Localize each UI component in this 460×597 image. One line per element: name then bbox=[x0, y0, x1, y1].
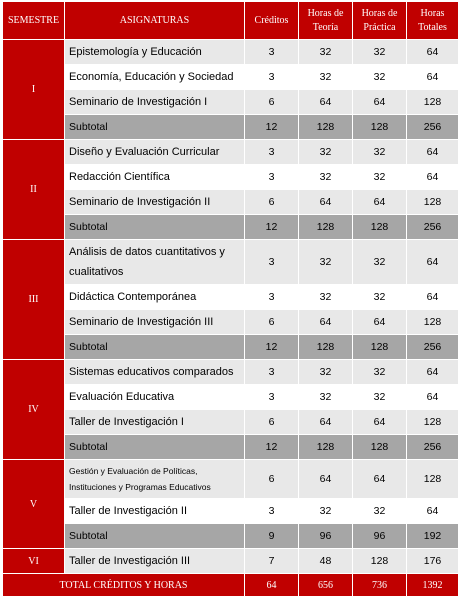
cell-practica: 32 bbox=[353, 499, 407, 524]
cell-practica: 64 bbox=[353, 190, 407, 215]
cell-teoria: 64 bbox=[299, 90, 353, 115]
table-row bbox=[3, 310, 459, 335]
subtotal-creditos: 12 bbox=[245, 435, 299, 460]
header-row bbox=[3, 2, 459, 40]
cell-totales: 128 bbox=[407, 460, 459, 499]
subject-name: Taller de Investigación III bbox=[65, 549, 245, 574]
subtotal-teoria: 128 bbox=[299, 115, 353, 140]
cell-teoria: 64 bbox=[299, 410, 353, 435]
cell-teoria: 32 bbox=[299, 40, 353, 65]
cell-practica: 64 bbox=[353, 90, 407, 115]
cell-teoria: 64 bbox=[299, 190, 353, 215]
cell-practica: 32 bbox=[353, 165, 407, 190]
subtotal-label: Subtotal bbox=[65, 215, 245, 240]
table-row bbox=[3, 190, 459, 215]
header-asignaturas: ASIGNATURAS bbox=[65, 2, 245, 40]
cell-creditos: 3 bbox=[245, 285, 299, 310]
total-teoria: 656 bbox=[299, 574, 353, 597]
subtotal-practica: 96 bbox=[353, 524, 407, 549]
cell-creditos: 6 bbox=[245, 310, 299, 335]
subject-name: Seminario de Investigación II bbox=[65, 190, 245, 215]
subtotal-totales: 256 bbox=[407, 215, 459, 240]
cell-totales: 64 bbox=[407, 65, 459, 90]
cell-totales: 128 bbox=[407, 90, 459, 115]
table-row bbox=[3, 410, 459, 435]
cell-totales: 64 bbox=[407, 40, 459, 65]
cell-creditos: 6 bbox=[245, 190, 299, 215]
cell-practica: 32 bbox=[353, 140, 407, 165]
cell-practica: 64 bbox=[353, 310, 407, 335]
cell-totales: 64 bbox=[407, 140, 459, 165]
subtotal-practica: 128 bbox=[353, 435, 407, 460]
cell-totales: 128 bbox=[407, 190, 459, 215]
subject-name: Epistemología y Educación bbox=[65, 40, 245, 65]
cell-teoria: 32 bbox=[299, 499, 353, 524]
cell-totales: 64 bbox=[407, 385, 459, 410]
cell-teoria: 32 bbox=[299, 240, 353, 285]
table-row bbox=[3, 360, 459, 385]
subtotal-teoria: 128 bbox=[299, 435, 353, 460]
cell-totales: 64 bbox=[407, 285, 459, 310]
cell-creditos: 3 bbox=[245, 140, 299, 165]
cell-creditos: 7 bbox=[245, 549, 299, 574]
subtotal-creditos: 12 bbox=[245, 335, 299, 360]
table-row bbox=[3, 240, 459, 285]
cell-teoria: 32 bbox=[299, 165, 353, 190]
cell-totales: 128 bbox=[407, 410, 459, 435]
subtotal-label: Subtotal bbox=[65, 524, 245, 549]
cell-practica: 32 bbox=[353, 40, 407, 65]
cell-teoria: 48 bbox=[299, 549, 353, 574]
cell-creditos: 6 bbox=[245, 90, 299, 115]
subtotal-totales: 256 bbox=[407, 115, 459, 140]
subject-name: Evaluación Educativa bbox=[65, 385, 245, 410]
total-practica: 736 bbox=[353, 574, 407, 597]
cell-creditos: 3 bbox=[245, 240, 299, 285]
total-row bbox=[3, 574, 459, 597]
subject-name: Seminario de Investigación I bbox=[65, 90, 245, 115]
cell-creditos: 3 bbox=[245, 165, 299, 190]
subject-name: Sistemas educativos comparados bbox=[65, 360, 245, 385]
cell-creditos: 6 bbox=[245, 410, 299, 435]
cell-creditos: 6 bbox=[245, 460, 299, 499]
header-semestre: SEMESTRE bbox=[3, 2, 65, 40]
cell-creditos: 3 bbox=[245, 360, 299, 385]
total-totales: 1392 bbox=[407, 574, 459, 597]
subtotal-label: Subtotal bbox=[65, 435, 245, 460]
cell-totales: 176 bbox=[407, 549, 459, 574]
table-row bbox=[3, 140, 459, 165]
subject-name: Taller de Investigación II bbox=[65, 499, 245, 524]
table-row bbox=[3, 40, 459, 65]
subject-name: Análisis de datos cuantitativos y cualitativos bbox=[65, 240, 245, 285]
header-horas-teoria: Horas de Teoría bbox=[299, 2, 353, 40]
table-body bbox=[3, 40, 459, 597]
cell-practica: 32 bbox=[353, 285, 407, 310]
cell-totales: 128 bbox=[407, 310, 459, 335]
cell-totales: 64 bbox=[407, 360, 459, 385]
subtotal-practica: 128 bbox=[353, 215, 407, 240]
header-horas-practica: Horas de Práctica bbox=[353, 2, 407, 40]
subtotal-label: Subtotal bbox=[65, 115, 245, 140]
cell-creditos: 3 bbox=[245, 385, 299, 410]
table-row bbox=[3, 549, 459, 574]
subtotal-row bbox=[3, 335, 459, 360]
semester-label: II bbox=[3, 140, 65, 240]
cell-practica: 128 bbox=[353, 549, 407, 574]
table-row bbox=[3, 285, 459, 310]
cell-creditos: 3 bbox=[245, 65, 299, 90]
table-row bbox=[3, 90, 459, 115]
cell-creditos: 3 bbox=[245, 499, 299, 524]
cell-practica: 32 bbox=[353, 360, 407, 385]
cell-totales: 64 bbox=[407, 240, 459, 285]
subtotal-row bbox=[3, 435, 459, 460]
subtotal-row bbox=[3, 524, 459, 549]
cell-creditos: 3 bbox=[245, 40, 299, 65]
cell-teoria: 32 bbox=[299, 65, 353, 90]
subtotal-teoria: 96 bbox=[299, 524, 353, 549]
subtotal-practica: 128 bbox=[353, 335, 407, 360]
total-creditos: 64 bbox=[245, 574, 299, 597]
subject-name: Seminario de Investigación III bbox=[65, 310, 245, 335]
cell-practica: 64 bbox=[353, 460, 407, 499]
semester-label: IV bbox=[3, 360, 65, 460]
subtotal-label: Subtotal bbox=[65, 335, 245, 360]
cell-practica: 32 bbox=[353, 65, 407, 90]
table-row bbox=[3, 165, 459, 190]
header-creditos: Créditos bbox=[245, 2, 299, 40]
table-row bbox=[3, 499, 459, 524]
subject-name: Diseño y Evaluación Curricular bbox=[65, 140, 245, 165]
subject-name: Redacción Científica bbox=[65, 165, 245, 190]
table-row bbox=[3, 65, 459, 90]
table-row bbox=[3, 385, 459, 410]
subtotal-practica: 128 bbox=[353, 115, 407, 140]
cell-teoria: 64 bbox=[299, 310, 353, 335]
subtotal-totales: 192 bbox=[407, 524, 459, 549]
table-row bbox=[3, 460, 459, 499]
subtotal-creditos: 12 bbox=[245, 115, 299, 140]
total-label: TOTAL CRÉDITOS Y HORAS bbox=[3, 574, 245, 597]
semester-label: III bbox=[3, 240, 65, 360]
curriculum-table bbox=[2, 1, 459, 597]
semester-label: I bbox=[3, 40, 65, 140]
semester-label: V bbox=[3, 460, 65, 549]
subtotal-teoria: 128 bbox=[299, 335, 353, 360]
cell-practica: 32 bbox=[353, 385, 407, 410]
subject-name: Didáctica Contemporánea bbox=[65, 285, 245, 310]
cell-practica: 64 bbox=[353, 410, 407, 435]
subject-name: Economía, Educación y Sociedad bbox=[65, 65, 245, 90]
subtotal-row bbox=[3, 215, 459, 240]
subtotal-creditos: 9 bbox=[245, 524, 299, 549]
cell-teoria: 32 bbox=[299, 285, 353, 310]
subtotal-row bbox=[3, 115, 459, 140]
cell-teoria: 64 bbox=[299, 460, 353, 499]
cell-totales: 64 bbox=[407, 499, 459, 524]
subject-name: Gestión y Evaluación de Políticas, Instituciones y Programas Educativos bbox=[65, 460, 245, 499]
cell-practica: 32 bbox=[353, 240, 407, 285]
cell-teoria: 32 bbox=[299, 360, 353, 385]
subtotal-totales: 256 bbox=[407, 435, 459, 460]
subject-name: Taller de Investigación I bbox=[65, 410, 245, 435]
subtotal-teoria: 128 bbox=[299, 215, 353, 240]
cell-teoria: 32 bbox=[299, 385, 353, 410]
cell-teoria: 32 bbox=[299, 140, 353, 165]
semester-label: VI bbox=[3, 549, 65, 574]
cell-totales: 64 bbox=[407, 165, 459, 190]
header-horas-totales: Horas Totales bbox=[407, 2, 459, 40]
subtotal-creditos: 12 bbox=[245, 215, 299, 240]
subtotal-totales: 256 bbox=[407, 335, 459, 360]
